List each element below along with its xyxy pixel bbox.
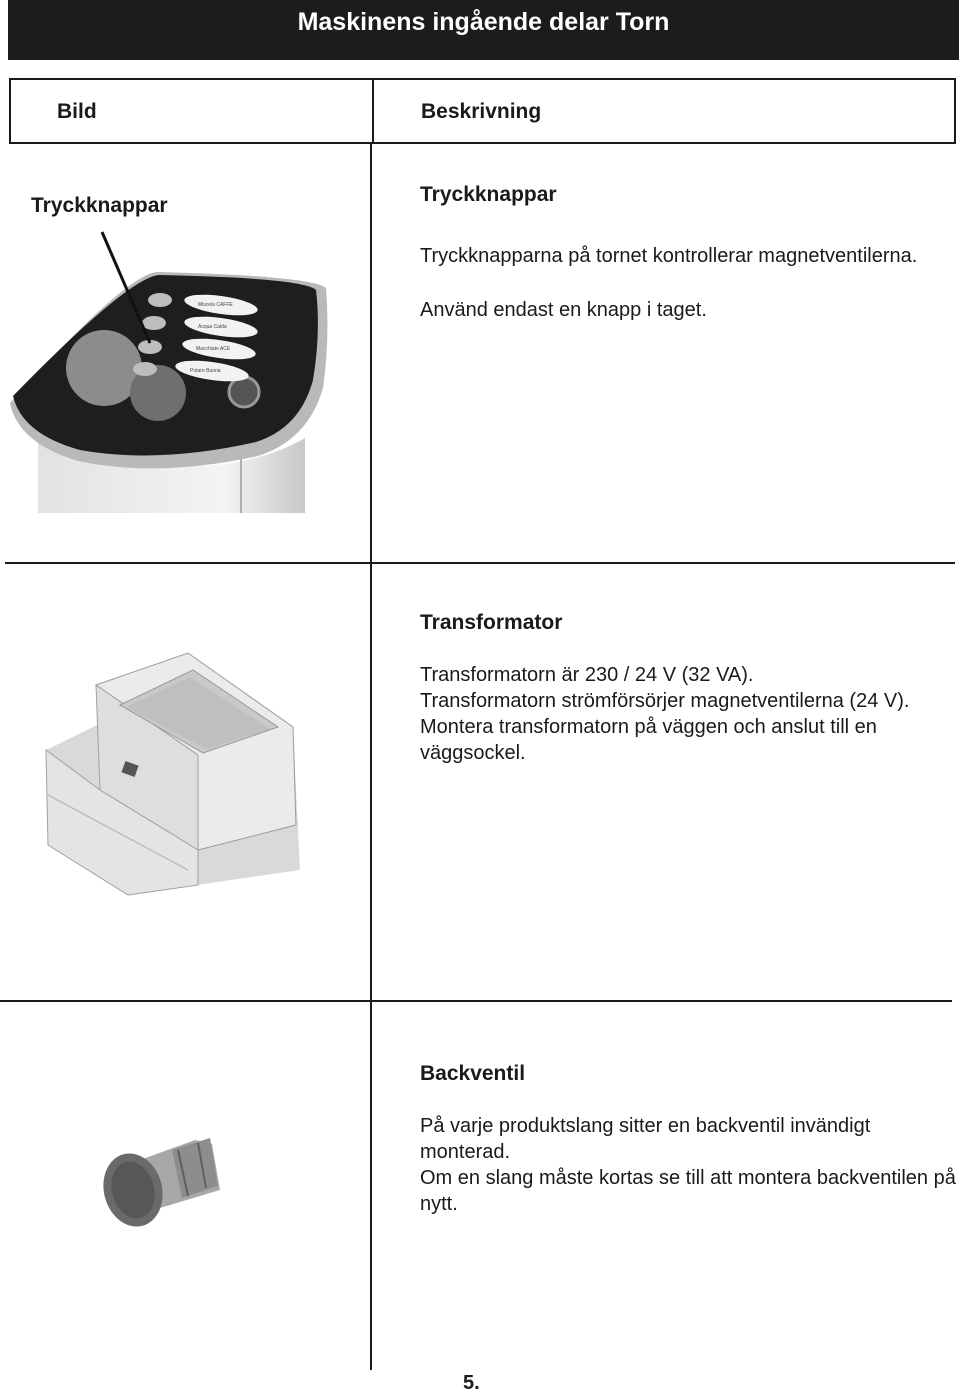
transformer-image [38, 645, 338, 900]
button-label: Acqua Calda [198, 324, 227, 330]
description-line: Transformatorn strömförsörjer magnetventilerna (24 V). [420, 690, 910, 712]
page-title: Maskinens ingående delar Torn [8, 0, 959, 60]
check-valve-image [100, 1128, 230, 1233]
header-image-column: Bild [57, 100, 97, 123]
image-label-push-buttons: Tryckknappar [31, 194, 168, 217]
header-divider [372, 80, 374, 142]
description-line: Transformatorn är 230 / 24 V (32 VA). [420, 664, 754, 686]
push-button-panel-image [8, 228, 338, 518]
button-label: Miscela CAFFE [198, 302, 233, 308]
header-description-column: Beskrivning [421, 100, 542, 123]
transformer-description [420, 662, 940, 766]
section-title-push-buttons: Tryckknappar [420, 183, 557, 206]
page-number: 5. [463, 1372, 480, 1394]
description-line: Använd endast en knapp i taget. [420, 299, 707, 321]
description-line: Tryckknapparna på tornet kontrollerar magnetventilerna. [420, 245, 918, 267]
description-line: På varje produktslang sitter en backventil invändigt monterad. [420, 1115, 871, 1163]
push-buttons-description [420, 243, 940, 323]
section-title-transformer: Transformator [420, 611, 563, 634]
table-header [9, 78, 956, 144]
column-divider [370, 1002, 372, 1370]
section-title-check-valve: Backventil [420, 1062, 526, 1085]
description-line: Om en slang måste kortas se till att montera backventilen på nytt. [420, 1167, 956, 1215]
button-label: Potare Buona [190, 368, 221, 374]
column-divider [370, 144, 372, 562]
check-valve-description [420, 1113, 960, 1217]
column-divider [370, 562, 372, 1002]
description-line: Montera transformatorn på väggen och anslut till en väggsockel. [420, 716, 877, 764]
row-divider [5, 562, 955, 564]
button-label: Macchiato ACE [196, 346, 231, 352]
row-divider [0, 1000, 952, 1002]
